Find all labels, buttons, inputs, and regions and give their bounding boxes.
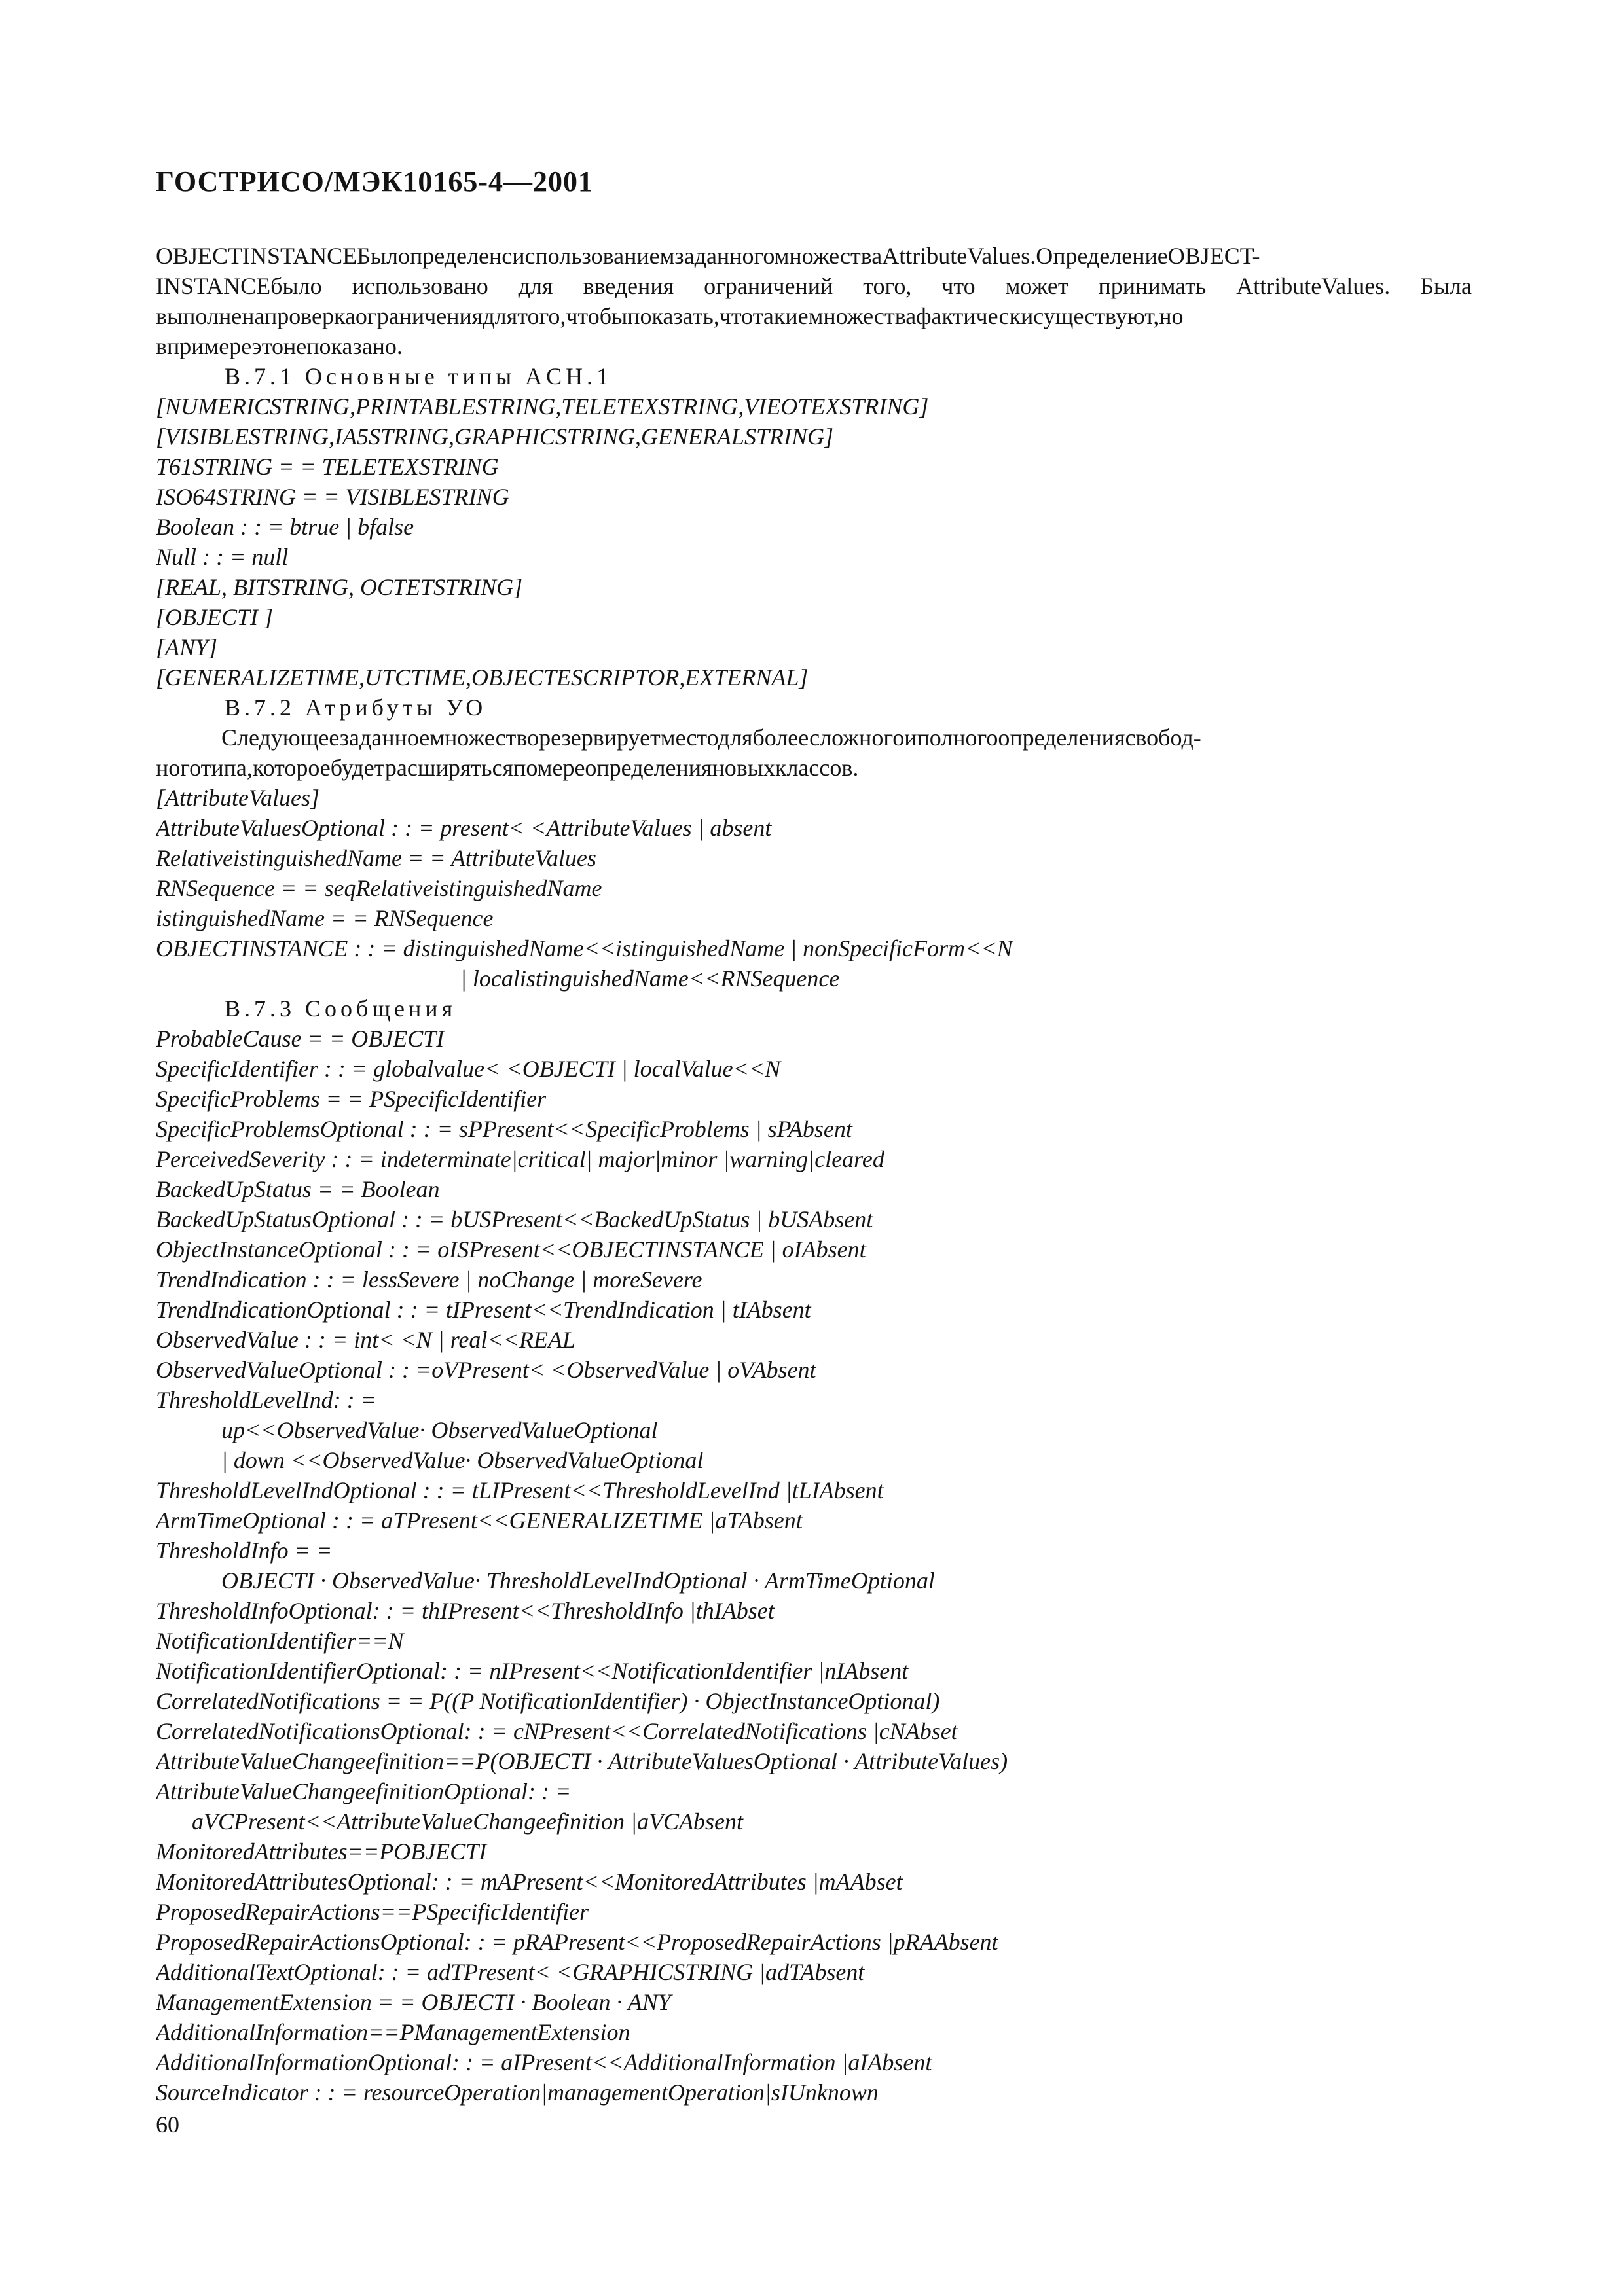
definition-line: CorrelatedNotificationsOptional: : = cNPresent<<CorrelatedNotifications |cNAbset	[156, 1718, 958, 1744]
definition-line: AdditionalTextOptional: : = adTPresent< <GRAPHICSTRING |adTAbsent	[156, 1959, 865, 1985]
definition-line: BackedUpStatus = = Boolean	[156, 1176, 440, 1202]
definition-line: AdditionalInformation==PManagementExtension	[156, 2019, 630, 2045]
text-line: впримереэтонепоказано.	[156, 333, 403, 359]
definition-line: CorrelatedNotifications = = P((P NotificationIdentifier) · ObjectInstanceOptional)	[156, 1688, 940, 1714]
definition-line: RNSequence = = seqRelativeistinguishedName	[156, 875, 602, 901]
definition-line: OBJECTI · ObservedValue· ThresholdLevelIndOptional · ArmTimeOptional	[221, 1568, 935, 1594]
definition-line: NotificationIdentifierOptional: : = nIPresent<<NotificationIdentifier |nIAbsent	[156, 1658, 909, 1684]
definition-line: BackedUpStatusOptional : : = bUSPresent<<BackedUpStatus | bUSAbsent	[156, 1206, 873, 1232]
definition-line: TrendIndication : : = lessSevere | noChange | moreSevere	[156, 1266, 702, 1293]
definition-line: ThresholdLevelIndOptional : : = tLIPresent<<ThresholdLevelInd |tLIAbsent	[156, 1477, 884, 1503]
section-heading-b73: B.7.3 Сообщения	[225, 996, 457, 1022]
definition-line: MonitoredAttributesOptional: : = mAPresent<<MonitoredAttributes |mAAbset	[156, 1869, 903, 1895]
text-line: INSTANCEбыло использовано для введения ограничений того, что может принимать AttributeValues. Была	[156, 273, 1472, 299]
definition-continuation: | localistinguishedName<<RNSequence	[460, 965, 840, 992]
definition-line: up<<ObservedValue· ObservedValueOptional	[221, 1417, 658, 1443]
definition-line: AttributeValuesOptional : : = present< <AttributeValues | absent	[156, 815, 772, 841]
definition-line: [OBJECTI ]	[156, 604, 273, 630]
page-number: 60	[156, 2111, 179, 2138]
definition-line: ProposedRepairActions==PSpecificIdentifier	[156, 1899, 589, 1925]
definition-line: ThresholdLevelInd: : =	[156, 1387, 376, 1413]
definition-line: SpecificProblemsOptional : : = sPPresent<<SpecificProblems | sPAbsent	[156, 1116, 852, 1142]
definition-line: SpecificProblems = = PSpecificIdentifier	[156, 1086, 547, 1112]
page-header: ГОСТРИСО/МЭК10165-4—2001	[156, 166, 594, 198]
definition-line: [GENERALIZETIME,UTCTIME,OBJECTESCRIPTOR,EXTERNAL]	[156, 664, 809, 691]
text-line: Следующеезаданноемножестворезервируетместодляболеесложногоиполногоопределениясвобод-	[221, 725, 1201, 751]
definition-line: NotificationIdentifier==N	[156, 1628, 404, 1654]
definition-line: RelativeistinguishedName = = AttributeValues	[156, 845, 596, 871]
definition-line: [VISIBLESTRING,IA5STRING,GRAPHICSTRING,GENERALSTRING]	[156, 423, 833, 450]
section-b73-lines	[156, 1024, 1472, 2108]
definition-line: Boolean : : = btrue | bfalse	[156, 514, 414, 540]
definition-line: ThresholdInfoOptional: : = thIPresent<<ThresholdInfo |thIAbset	[156, 1598, 775, 1624]
intro-paragraph	[156, 241, 1472, 361]
definition-line: ArmTimeOptional : : = aTPresent<<GENERALIZETIME |aTAbsent	[156, 1507, 803, 1534]
definition-line: TrendIndicationOptional : : = tIPresent<<TrendIndication | tIAbsent	[156, 1297, 811, 1323]
section-b72-lines	[156, 783, 1472, 963]
definition-line: Null : : = null	[156, 544, 289, 570]
definition-line: SpecificIdentifier : : = globalvalue< <OBJECTI | localValue<<N	[156, 1056, 781, 1082]
text-line: OBJECTINSTANCEБылопределенсиспользованиемзаданногомножестваAttributeValues.ОпределениеOBJECT-	[156, 243, 1260, 269]
definition-line: aVCPresent<<AttributeValueChangeefinition |aVCAbsent	[192, 1808, 744, 1835]
text-line: выполненапроверкаограничениядлятого,чтобыпоказать,чтотакиемножествафактическисуществуют,но	[156, 303, 1184, 329]
definition-line: ObjectInstanceOptional : : = oISPresent<<OBJECTINSTANCE | oIAbsent	[156, 1236, 866, 1263]
section-heading-b72: B.7.2 Атрибуты УО	[225, 694, 487, 721]
definition-line: [AttributeValues]	[156, 785, 319, 811]
definition-line: T61STRING = = TELETEXSTRING	[156, 454, 499, 480]
definition-line: ProbableCause = = OBJECTI	[156, 1026, 445, 1052]
definition-line: [NUMERICSTRING,PRINTABLESTRING,TELETEXSTRING,VIEOTEXSTRING]	[156, 393, 929, 420]
definition-line: [REAL, BITSTRING, OCTETSTRING]	[156, 574, 523, 600]
definition-line: AttributeValueChangeefinition==P(OBJECTI · AttributeValuesOptional · AttributeValues)	[156, 1748, 1008, 1774]
definition-line: ProposedRepairActionsOptional: : = pRAPresent<<ProposedRepairActions |pRAAbsent	[156, 1929, 998, 1955]
definition-line: ObservedValue : : = int< <N | real<<REAL	[156, 1327, 575, 1353]
section-b71-lines	[156, 391, 1472, 692]
definition-line: istinguishedName = = RNSequence	[156, 905, 494, 931]
document-body	[156, 241, 1472, 2108]
section-b72-paragraph	[156, 723, 1472, 783]
definition-line: ThresholdInfo = =	[156, 1537, 333, 1564]
definition-line: SourceIndicator : : = resourceOperation|managementOperation|sIUnknown	[156, 2079, 879, 2106]
definition-line: AttributeValueChangeefinitionOptional: : =	[156, 1778, 572, 1804]
definition-line: MonitoredAttributes==POBJECTI	[156, 1839, 487, 1865]
definition-line: AdditionalInformationOptional: : = aIPresent<<AdditionalInformation |aIAbsent	[156, 2049, 932, 2075]
definition-line: [ANY]	[156, 634, 218, 660]
definition-line: PerceivedSeverity : : = indeterminate|critical| major|minor |warning|cleared	[156, 1146, 884, 1172]
definition-line: ManagementExtension = = OBJECTI · Boolean · ANY	[156, 1989, 671, 2015]
definition-line: ISO64STRING = = VISIBLESTRING	[156, 484, 509, 510]
definition-line: | down <<ObservedValue· ObservedValueOptional	[221, 1447, 704, 1473]
definition-line: ObservedValueOptional : : =oVPresent< <ObservedValue | oVAbsent	[156, 1357, 816, 1383]
section-heading-b71: B.7.1 Основные типы ACH.1	[225, 363, 613, 389]
definition-line: OBJECTINSTANCE : : = distinguishedName<<istinguishedName | nonSpecificForm<<N	[156, 935, 1013, 961]
text-line: ноготипа,котороебудетрасширятьсяпомереопределенияновыхклассов.	[156, 755, 859, 781]
